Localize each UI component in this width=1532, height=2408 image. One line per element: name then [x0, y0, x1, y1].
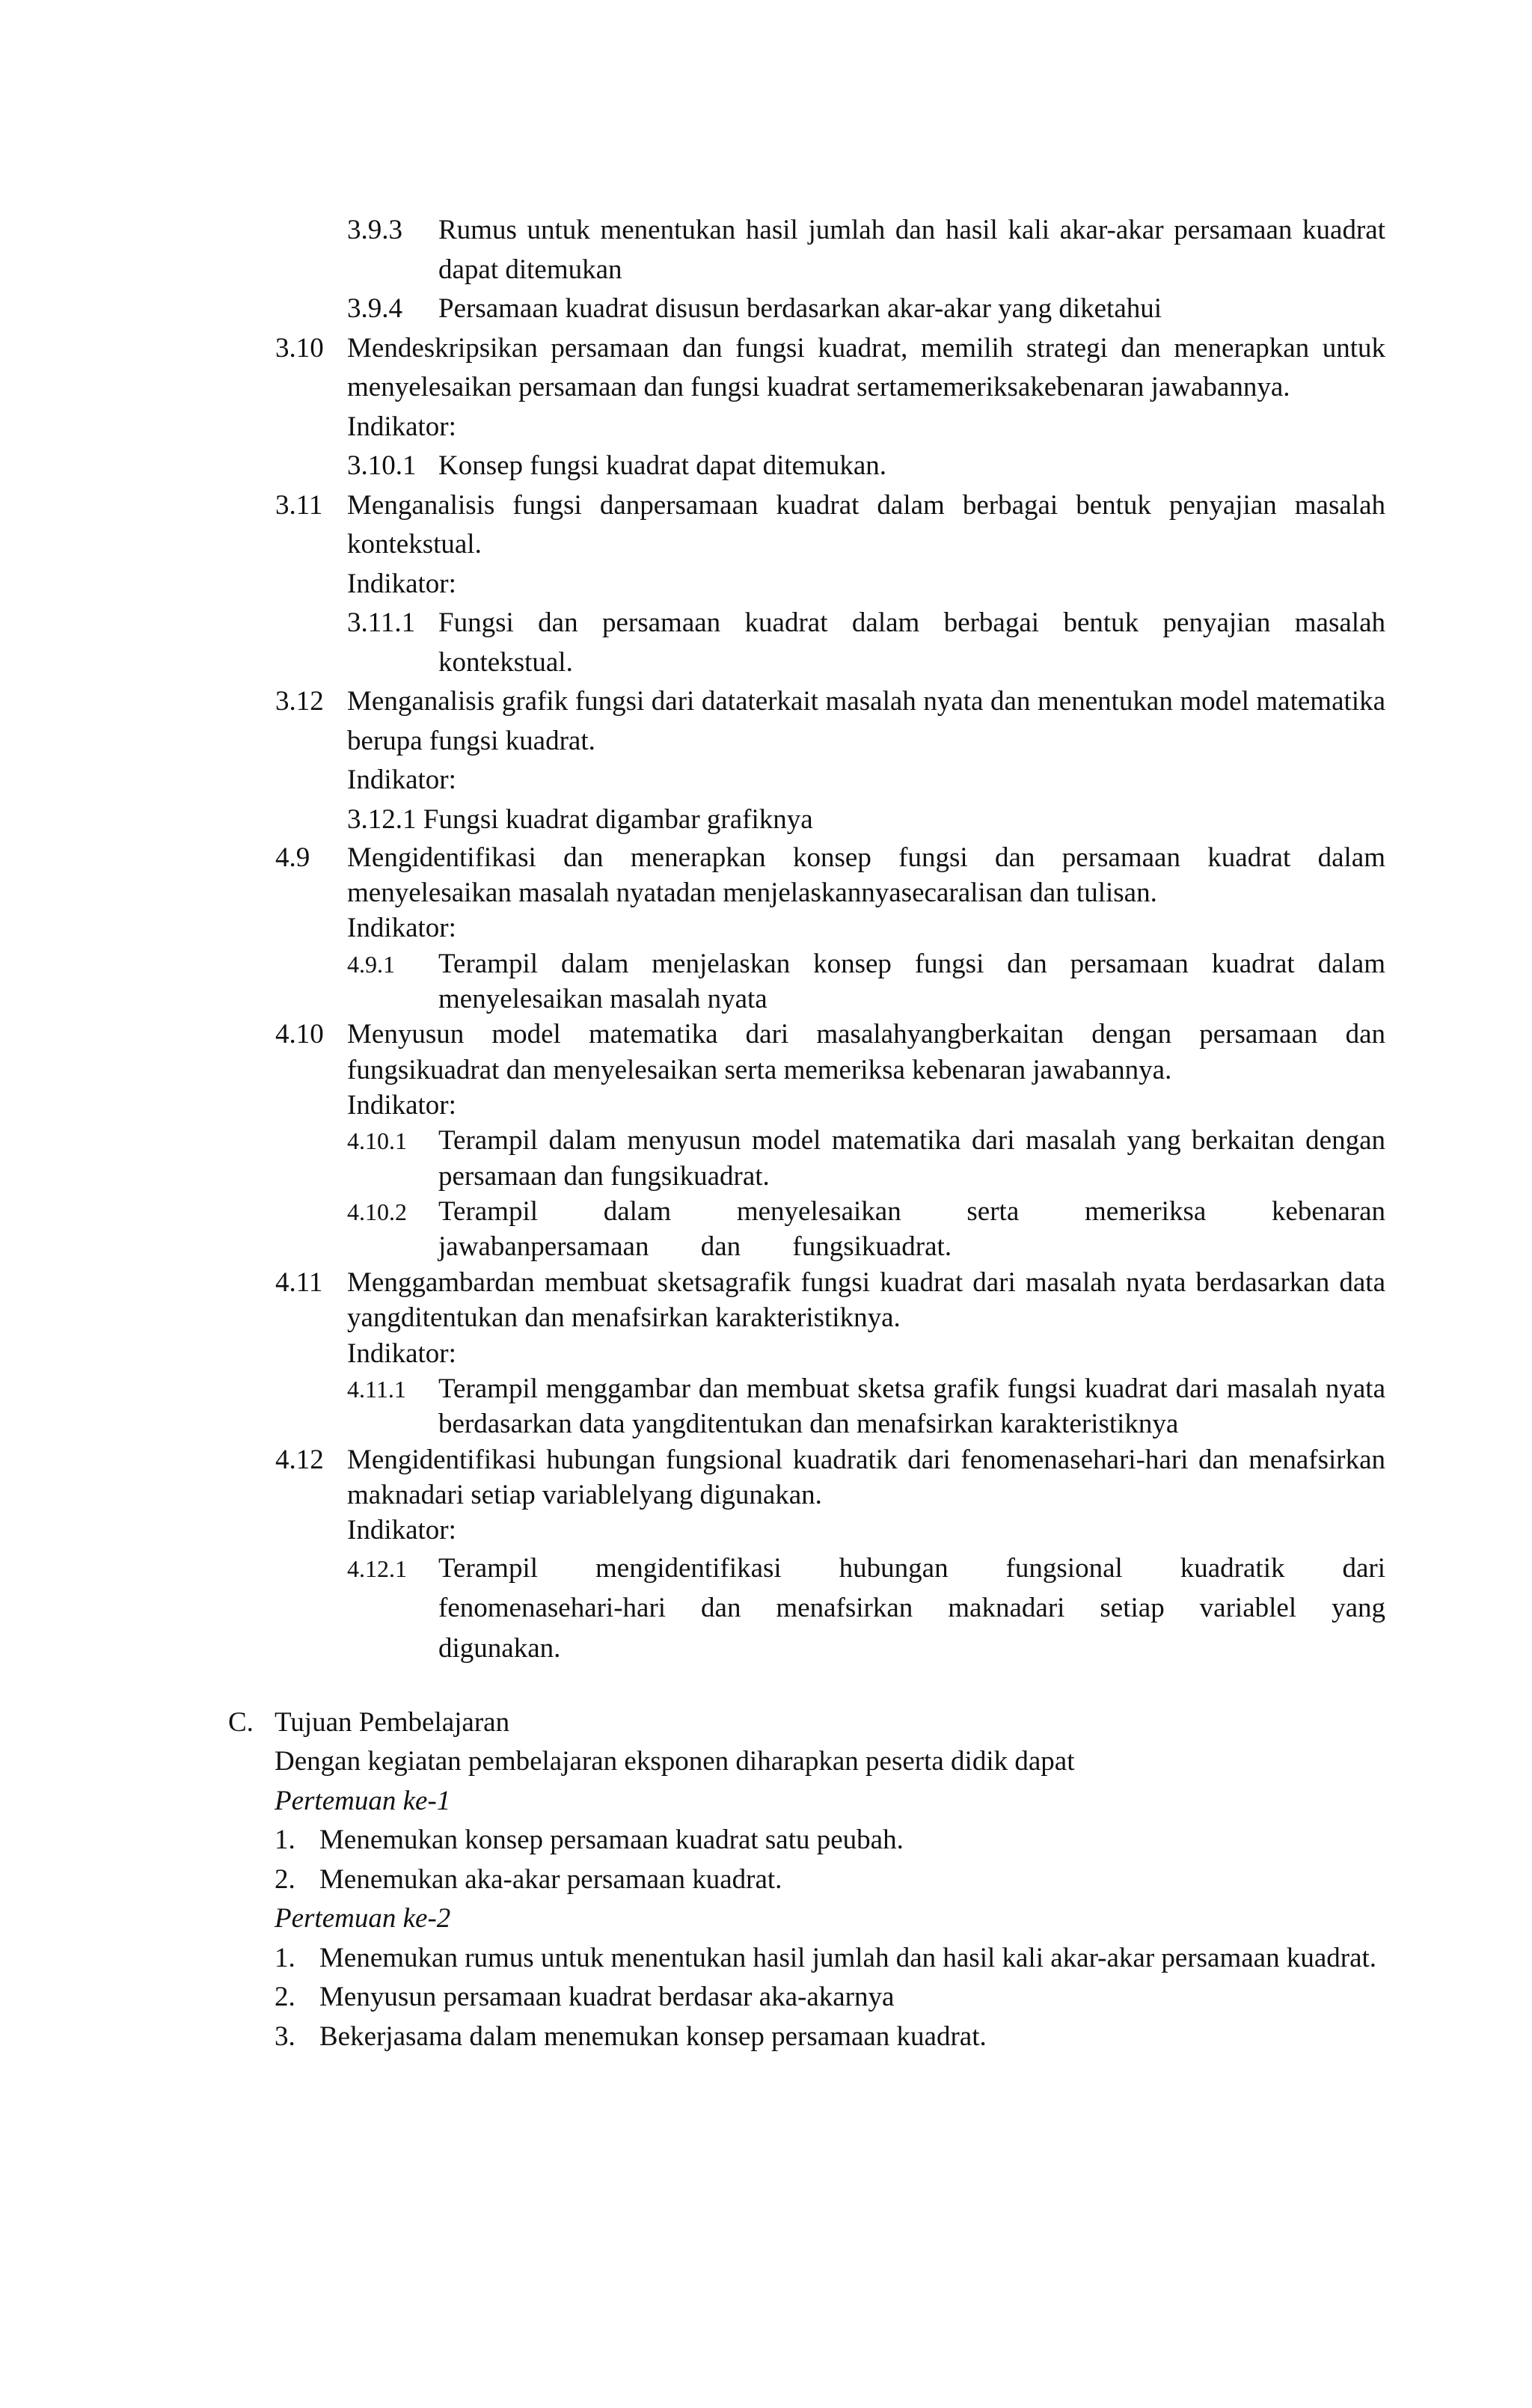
indicator-3-11-1 — [347, 604, 1385, 682]
competency-3-11 — [275, 486, 1385, 565]
indicator-heading: Indikator: — [347, 913, 456, 944]
indicator-text: Konsep fungsi kuadrat dapat ditemukan. — [438, 450, 887, 482]
item-text: Bekerjasama dalam menemukan konsep persamaan kuadrat. — [319, 2021, 987, 2052]
indicator-number: 4.10.1 — [347, 1127, 407, 1155]
competency-text: Menganalisis fungsi danpersamaan kuadrat dalam berbagai bentuk penyajian masalah kontekstual. — [347, 489, 1385, 560]
indicator-heading: Indikator: — [347, 1338, 456, 1369]
indicator-4-9-1 — [347, 946, 1385, 1017]
indicator-text: Terampil dalam menjelaskan konsep fungsi dan persamaan kuadrat dalam menyelesaikan masalah nyata — [438, 948, 1385, 1014]
indicator-3-10-1 — [347, 447, 1385, 486]
competency-text: Mengidentifikasi hubungan fungsional kuadratik dari fenomenasehari-hari dan menafsirkan maknadari setiap variablelyang digunakan. — [347, 1444, 1385, 1510]
indicator-text: Terampil mengidentifikasi hubungan fungsional kuadratik dari fenomenasehari-hari dan menafsirkan maknadari setiap variablel yang digunakan. — [438, 1552, 1385, 1664]
meeting-2-label: Pertemuan ke-2 — [275, 1903, 451, 1934]
section-letter: C. — [228, 1706, 254, 1738]
indicator-3-9-3 — [347, 211, 1385, 289]
competency-4-12 — [275, 1442, 1385, 1513]
competency-4-11 — [275, 1265, 1385, 1336]
indicator-text: Fungsi dan persamaan kuadrat dalam berbagai bentuk penyajian masalah kontekstual. — [438, 607, 1385, 678]
item-number: 2. — [275, 1863, 295, 1895]
indicator-text: Terampil dalam menyelesaikan serta memeriksa kebenaran jawabanpersamaan dan fungsikuadrat. — [438, 1196, 1385, 1263]
competency-3-12 — [275, 682, 1385, 761]
section-c-heading — [228, 1703, 1385, 1743]
competency-number: 3.12 — [275, 686, 324, 717]
competency-number: 4.12 — [275, 1444, 324, 1475]
indicator-heading: Indikator: — [347, 765, 456, 796]
indicator-4-12-1 — [347, 1548, 1385, 1669]
competency-text: Mendeskripsikan persamaan dan fungsi kuadrat, memilih strategi dan menerapkan untuk menyelesaikan persamaan dan fungsi kuadrat sertamemeriksakebenaran jawabannya. — [347, 332, 1385, 403]
competency-number: 3.10 — [275, 332, 324, 364]
competency-number: 4.10 — [275, 1019, 324, 1050]
section-c-intro: Dengan kegiatan pembelajaran eksponen diharapkan peserta didik dapat — [275, 1746, 1075, 1777]
competency-3-10 — [275, 329, 1385, 408]
competency-number: 4.11 — [275, 1266, 323, 1298]
indicator-heading: Indikator: — [347, 1090, 456, 1121]
competency-4-9 — [275, 840, 1385, 911]
meeting-2-item — [275, 1978, 1385, 2018]
competency-text: Mengidentifikasi dan menerapkan konsep fungsi dan persamaan kuadrat dalam menyelesaikan masalah nyatadan menjelaskannyasecaralisan dan tulisan. — [347, 842, 1385, 908]
competency-number: 3.11 — [275, 489, 323, 521]
indicator-number: 4.11.1 — [347, 1375, 406, 1403]
indicator-heading: Indikator: — [347, 411, 456, 442]
item-text: Menemukan aka-akar persamaan kuadrat. — [319, 1863, 782, 1895]
item-text: Menyusun persamaan kuadrat berdasar aka-akarnya — [319, 1982, 895, 2013]
indicator-heading: Indikator: — [347, 568, 456, 599]
item-number: 2. — [275, 1982, 295, 2013]
indicator-number: 4.9.1 — [347, 950, 395, 978]
item-text: Menemukan rumus untuk menentukan hasil jumlah dan hasil kali akar-akar persamaan kuadrat. — [319, 1942, 1377, 1973]
competency-text: Menganalisis grafik fungsi dari dataterkait masalah nyata dan menentukan model matematika berupa fungsi kuadrat. — [347, 686, 1385, 756]
competency-number: 4.9 — [275, 842, 310, 873]
indicator-4-10-2 — [347, 1194, 1385, 1265]
meeting-1-label: Pertemuan ke-1 — [275, 1785, 451, 1816]
competency-text: Menggambardan membuat sketsagrafik fungsi kuadrat dari masalah nyata berdasarkan data yangditentukan dan menafsirkan karakteristiknya. — [347, 1266, 1385, 1334]
indicator-number: 3.11.1 — [347, 607, 416, 639]
meeting-2-item — [275, 2018, 1385, 2057]
meeting-1-item — [275, 1821, 1385, 1860]
item-number: 1. — [275, 1942, 295, 1973]
competency-text: Menyusun model matematika dari masalahyangberkaitan dengan persamaan dan fungsikuadrat dan menyelesaikan serta memeriksa kebenaran jawabannya. — [347, 1019, 1385, 1085]
indicator-number: 4.10.2 — [347, 1198, 407, 1226]
indicator-text: Terampil menggambar dan membuat sketsa grafik fungsi kuadrat dari masalah nyata berdasarkan data yangditentukan dan menafsirkan karakteristiknya — [438, 1373, 1385, 1440]
meeting-2-item — [275, 1939, 1385, 1979]
indicator-number: 3.9.3 — [347, 215, 402, 245]
meeting-1-item — [275, 1860, 1385, 1900]
indicator-text: Terampil dalam menyusun model matematika dari masalah yang berkaitan dengan persamaan dan fungsikuadrat. — [438, 1125, 1385, 1192]
indicator-number: 4.12.1 — [347, 1554, 407, 1582]
competency-4-10 — [275, 1017, 1385, 1088]
item-text: Menemukan konsep persamaan kuadrat satu peubah. — [319, 1825, 904, 1856]
indicator-3-9-4 — [347, 289, 1385, 329]
item-number: 1. — [275, 1825, 295, 1856]
indicator-heading: Indikator: — [347, 1515, 456, 1546]
section-title: Tujuan Pembelajaran — [275, 1706, 510, 1738]
indicator-4-11-1 — [347, 1371, 1385, 1442]
indicator-4-10-1 — [347, 1123, 1385, 1194]
item-number: 3. — [275, 2021, 295, 2052]
indicator-text: Persamaan kuadrat disusun berdasarkan akar-akar yang diketahui — [438, 293, 1162, 325]
indicator-text: Rumus untuk menentukan hasil jumlah dan hasil kali akar-akar persamaan kuadrat dapat ditemukan — [438, 215, 1385, 285]
indicator-number: 3.10.1 — [347, 450, 417, 482]
indicator-number: 3.9.4 — [347, 293, 402, 325]
indicator-3-12-1: 3.12.1 Fungsi kuadrat digambar grafiknya — [347, 803, 813, 835]
